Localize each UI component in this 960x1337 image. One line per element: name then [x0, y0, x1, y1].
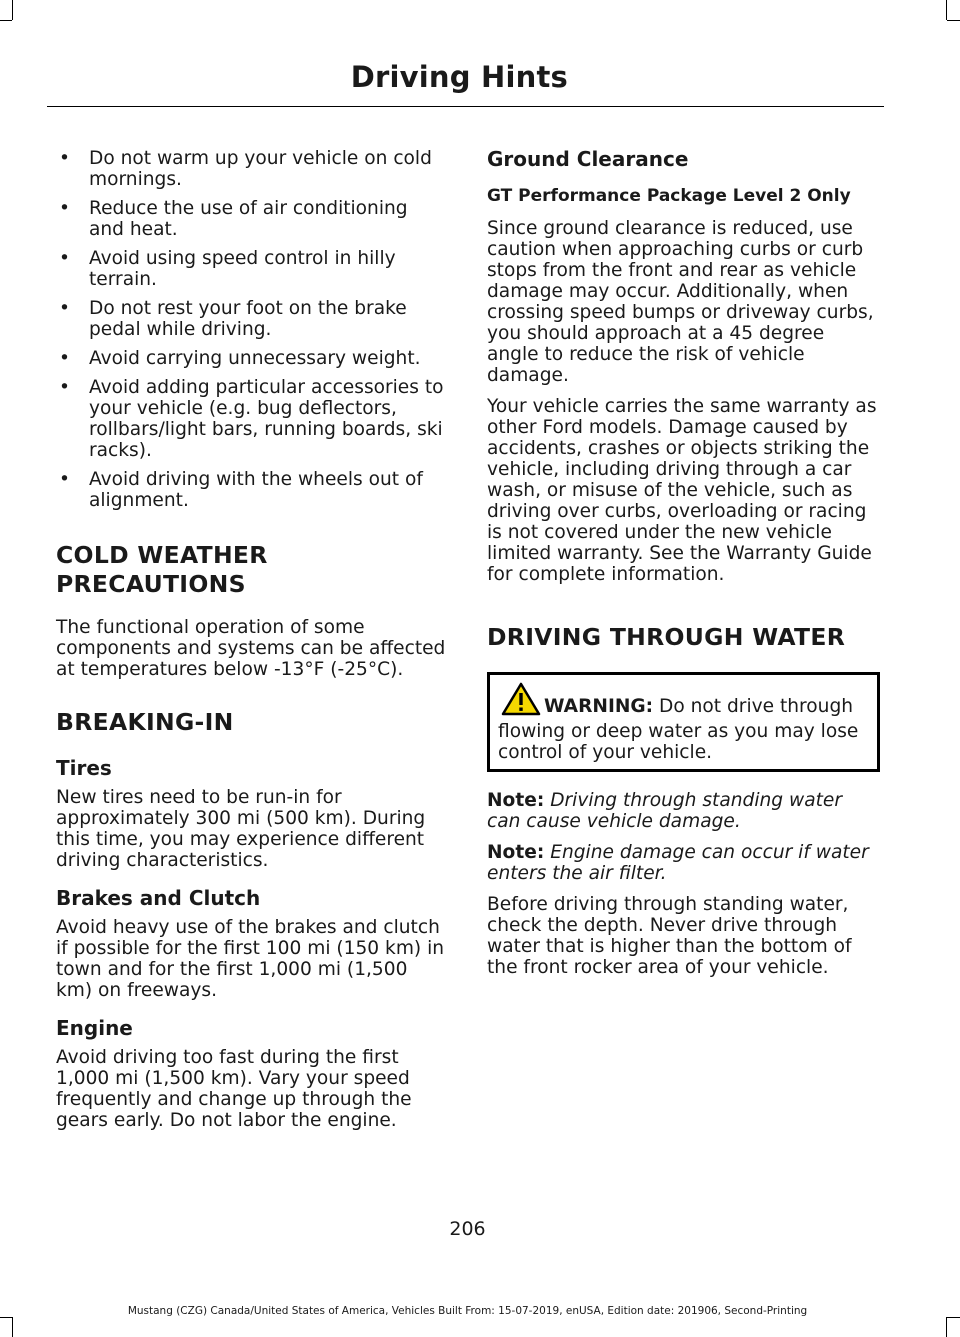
crop-mark-bottom-right-h [947, 1317, 960, 1318]
left-column [56, 140, 448, 1131]
ground-clearance-heading: Ground Clearance [487, 147, 689, 171]
note-label: Note: [487, 842, 545, 863]
bullet-icon: • [59, 148, 70, 169]
tires-heading: Tires [56, 756, 112, 780]
page-number: 206 [449, 1218, 486, 1240]
crop-mark-top-left-h [0, 20, 12, 21]
bullet-icon: • [59, 298, 70, 319]
header-divider [47, 106, 884, 107]
right-column [487, 140, 880, 978]
water-para: Before driving through standing water, check the depth. Never drive through water that is higher than the bottom of the front rocker area of your vehicle. [487, 894, 852, 978]
list-item: • Do not rest your foot on the brake pedal while driving. [59, 298, 407, 340]
cold-weather-text: The functional operation of some components and systems can be affected at temperatures below -13°F (-25°C). [56, 617, 446, 680]
cold-weather-heading: COLD WEATHER PRECAUTIONS [56, 541, 268, 598]
warning-body: Do not drive through flowing or deep water as you may lose control of your vehicle. [498, 696, 859, 763]
bullet-icon: • [59, 348, 70, 369]
list-item: • Avoid carrying unnecessary weight. [59, 348, 421, 369]
note-1 [487, 790, 880, 832]
page-header-title: Driving Hints [350, 60, 568, 94]
bullet-icon: • [59, 198, 70, 219]
note-label: Note: [487, 790, 545, 811]
footer-edition-text: Mustang (CZG) Canada/United States of America, Vehicles Built From: 15-07-2019, enUSA, Edition date: 201906, Second-Printing [127, 1305, 808, 1317]
tips-list [56, 148, 448, 511]
brakes-text: Avoid heavy use of the brakes and clutch if possible for the first 100 mi (150 km) in town and for the first 1,000 mi (1,500 km) on freeways. [56, 917, 445, 1001]
note-text: Engine damage can occur if water enters the air filter. [487, 842, 869, 884]
warning-box [487, 672, 880, 772]
bullet-icon: • [59, 377, 70, 398]
breaking-in-heading: BREAKING-IN [56, 708, 234, 736]
tires-text: New tires need to be run-in for approximately 300 mi (500 km). During this time, you may experience different driving characteristics. [56, 787, 426, 871]
warning-text [498, 682, 869, 763]
note-2 [487, 842, 880, 884]
warning-triangle-icon [501, 682, 541, 721]
engine-heading: Engine [56, 1016, 133, 1040]
crop-mark-top-left-v [12, 0, 13, 20]
engine-text: Avoid driving too fast during the first 1,000 mi (1,500 km). Vary your speed frequently and change up through the gears early. Do not labor the engine. [56, 1047, 412, 1131]
ground-clearance-para2: Your vehicle carries the same warranty as other Ford models. Damage caused by accidents, crashes or objects striking the vehicle, including driving through a car wash, or misuse of the vehicle, such as driving over curbs, overloading or racing is not covered under the new vehicle limited warranty. See the Warranty Guide for complete information. [487, 396, 877, 585]
brakes-heading: Brakes and Clutch [56, 886, 261, 910]
driving-through-water-heading: DRIVING THROUGH WATER [487, 623, 846, 651]
list-item: • Reduce the use of air conditioning and heat. [59, 198, 408, 240]
list-item: • Do not warm up your vehicle on cold mornings. [59, 148, 432, 190]
bullet-icon: • [59, 248, 70, 269]
crop-mark-bottom-left-v [12, 1317, 13, 1337]
crop-mark-bottom-right-v [946, 1317, 947, 1337]
list-item: • Avoid using speed control in hilly terrain. [59, 248, 396, 290]
list-item: • Avoid adding particular accessories to your vehicle (e.g. bug deflectors, rollbars/light bars, running boards, ski racks). [59, 377, 444, 461]
warning-label: WARNING: [544, 696, 654, 717]
crop-mark-top-right-h [947, 20, 960, 21]
crop-mark-top-right-v [946, 0, 947, 20]
note-text: Driving through standing water can cause vehicle damage. [487, 790, 842, 832]
ground-clearance-para1: Since ground clearance is reduced, use caution when approaching curbs or curb stops from the front and rear as vehicle damage may occur. Additionally, when crossing speed bumps or driveway curbs, you should approach at a 45 degree angle to reduce the risk of vehicle damage. [487, 218, 874, 386]
ground-clearance-subheading: GT Performance Package Level 2 Only [487, 186, 851, 206]
crop-mark-bottom-left-h [0, 1317, 12, 1318]
list-item: • Avoid driving with the wheels out of alignment. [59, 469, 423, 511]
bullet-icon: • [59, 469, 70, 490]
